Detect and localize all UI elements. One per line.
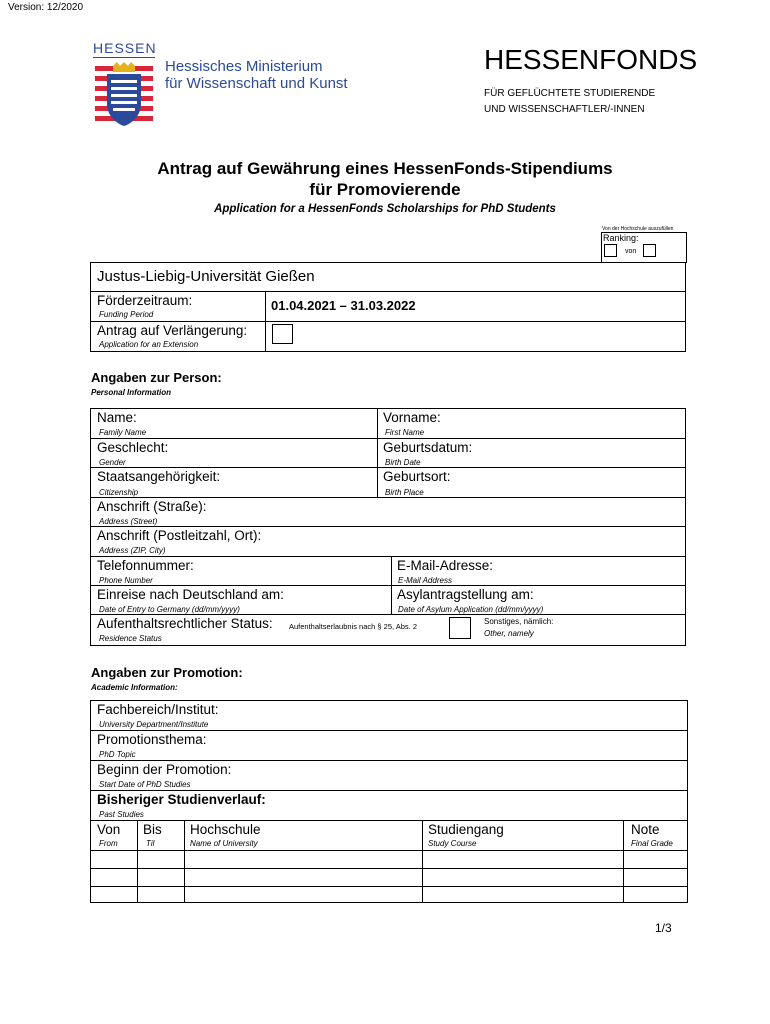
- geburtsdatum-sub: Birth Date: [385, 458, 421, 467]
- col-note-label: Note: [631, 822, 660, 837]
- page-number: 1/3: [655, 921, 672, 935]
- staatsangehoerigkeit-label: Staatsangehörigkeit:: [97, 469, 221, 484]
- verlauf-label: Bisheriger Studienverlauf:: [97, 792, 266, 807]
- form-title-line-1: Antrag auf Gewährung eines HessenFonds-Stipendiums: [157, 159, 613, 178]
- verlauf-sub: Past Studies: [99, 810, 144, 819]
- hessen-crest-icon: [93, 60, 155, 132]
- logo-divider: [93, 57, 155, 58]
- form-title: [0, 158, 770, 200]
- university-name: Justus-Liebig-Universität Gießen: [97, 268, 315, 285]
- status-checkbox[interactable]: [449, 617, 471, 639]
- promotion-heading: Angaben zur Promotion:: [91, 665, 243, 680]
- col-von-label: Von: [97, 822, 121, 837]
- plz-label: Anschrift (Postleitzahl, Ort):: [97, 528, 262, 543]
- hessenfonds-title: HESSENFONDS: [484, 44, 698, 75]
- ranking-note: Von der Hochschule auszufüllen: [602, 226, 674, 232]
- extension-label: Antrag auf Verlängerung:: [97, 323, 248, 338]
- person-subheading: Personal Information: [91, 388, 172, 397]
- hessen-logo-word: HESSEN: [93, 40, 157, 56]
- strasse-label: Anschrift (Straße):: [97, 499, 207, 514]
- staatsangehoerigkeit-sub: Citizenship: [99, 488, 139, 497]
- ministry-line-1: Hessisches Ministerium: [165, 58, 323, 75]
- geburtsort-label: Geburtsort:: [383, 469, 451, 484]
- extension-checkbox[interactable]: [272, 324, 293, 344]
- status-note: Aufenthaltserlaubnis nach § 25, Abs. 2: [289, 622, 418, 631]
- telefon-label: Telefonnummer:: [97, 558, 194, 573]
- ranking-label: Ranking:: [603, 233, 639, 243]
- ministry-line-2: für Wissenschaft und Kunst: [165, 75, 348, 92]
- asyl-sub: Date of Asylum Application (dd/mm/yyyy): [398, 605, 544, 614]
- other-sub: Other, namely: [484, 629, 534, 638]
- geburtsdatum-label: Geburtsdatum:: [383, 440, 473, 455]
- beginn-label: Beginn der Promotion:: [97, 762, 232, 777]
- thema-sub: PhD Topic: [99, 750, 136, 759]
- geschlecht-label: Geschlecht:: [97, 440, 169, 455]
- version-label: Version: 12/2020: [8, 2, 84, 13]
- ranking-von-label: von: [625, 248, 637, 255]
- telefon-sub: Phone Number: [99, 576, 153, 585]
- col-studiengang-sub: Study Course: [428, 839, 477, 848]
- col-hochschule-sub: Name of University: [190, 839, 258, 848]
- hessenfonds-subtitle-line-1: FÜR GEFLÜCHTETE STUDIERENDE: [484, 88, 656, 99]
- status-sub: Residence Status: [99, 634, 162, 643]
- form-title-english: Application for a HessenFonds Scholarships for PhD Students: [214, 203, 556, 215]
- person-heading: Angaben zur Person:: [91, 370, 222, 385]
- ministry-name: [165, 58, 348, 92]
- hessenfonds-subtitle-line-2: UND WISSENSCHAFTLER/-INNEN: [484, 104, 645, 115]
- col-studiengang-label: Studiengang: [428, 822, 504, 837]
- funding-period-value: 01.04.2021 – 31.03.2022: [271, 298, 416, 313]
- email-sub: E-Mail Address: [398, 576, 452, 585]
- strasse-sub: Address (Street): [99, 517, 158, 526]
- fachbereich-label: Fachbereich/Institut:: [97, 702, 219, 717]
- vorname-sub: First Name: [385, 428, 425, 437]
- vorname-label: Vorname:: [383, 410, 441, 425]
- ranking-total-input[interactable]: [643, 244, 656, 257]
- col-hochschule-label: Hochschule: [190, 822, 261, 837]
- extension-sub: Application for an Extension: [99, 340, 199, 349]
- col-bis-sub: Til: [146, 839, 155, 848]
- col-note-sub: Final Grade: [631, 839, 673, 848]
- plz-sub: Address (ZIP, City): [99, 546, 166, 555]
- beginn-sub: Start Date of PhD Studies: [99, 780, 191, 789]
- fachbereich-sub: University Department/Institute: [99, 720, 209, 729]
- form-title-line-2: für Promovierende: [309, 180, 461, 199]
- col-von-sub: From: [99, 839, 118, 848]
- funding-period-sub: Funding Period: [99, 310, 154, 319]
- asyl-label: Asylantragstellung am:: [397, 587, 534, 602]
- promotion-subheading: Academic Information:: [91, 683, 178, 692]
- name-label: Name:: [97, 410, 137, 425]
- status-label: Aufenthaltsrechtlicher Status:: [97, 616, 273, 631]
- geschlecht-sub: Gender: [99, 458, 126, 467]
- geburtsort-sub: Birth Place: [385, 488, 424, 497]
- funding-period-label: Förderzeitraum:: [97, 293, 193, 308]
- einreise-sub: Date of Entry to Germany (dd/mm/yyyy): [99, 605, 240, 614]
- einreise-label: Einreise nach Deutschland am:: [97, 587, 284, 602]
- ranking-position-input[interactable]: [604, 244, 617, 257]
- email-label: E-Mail-Adresse:: [397, 558, 494, 573]
- other-label: Sonstiges, nämlich:: [484, 617, 554, 626]
- hessenfonds-subtitle: [484, 86, 655, 118]
- thema-label: Promotionsthema:: [97, 732, 207, 747]
- col-bis-label: Bis: [143, 822, 162, 837]
- name-sub: Family Name: [99, 428, 147, 437]
